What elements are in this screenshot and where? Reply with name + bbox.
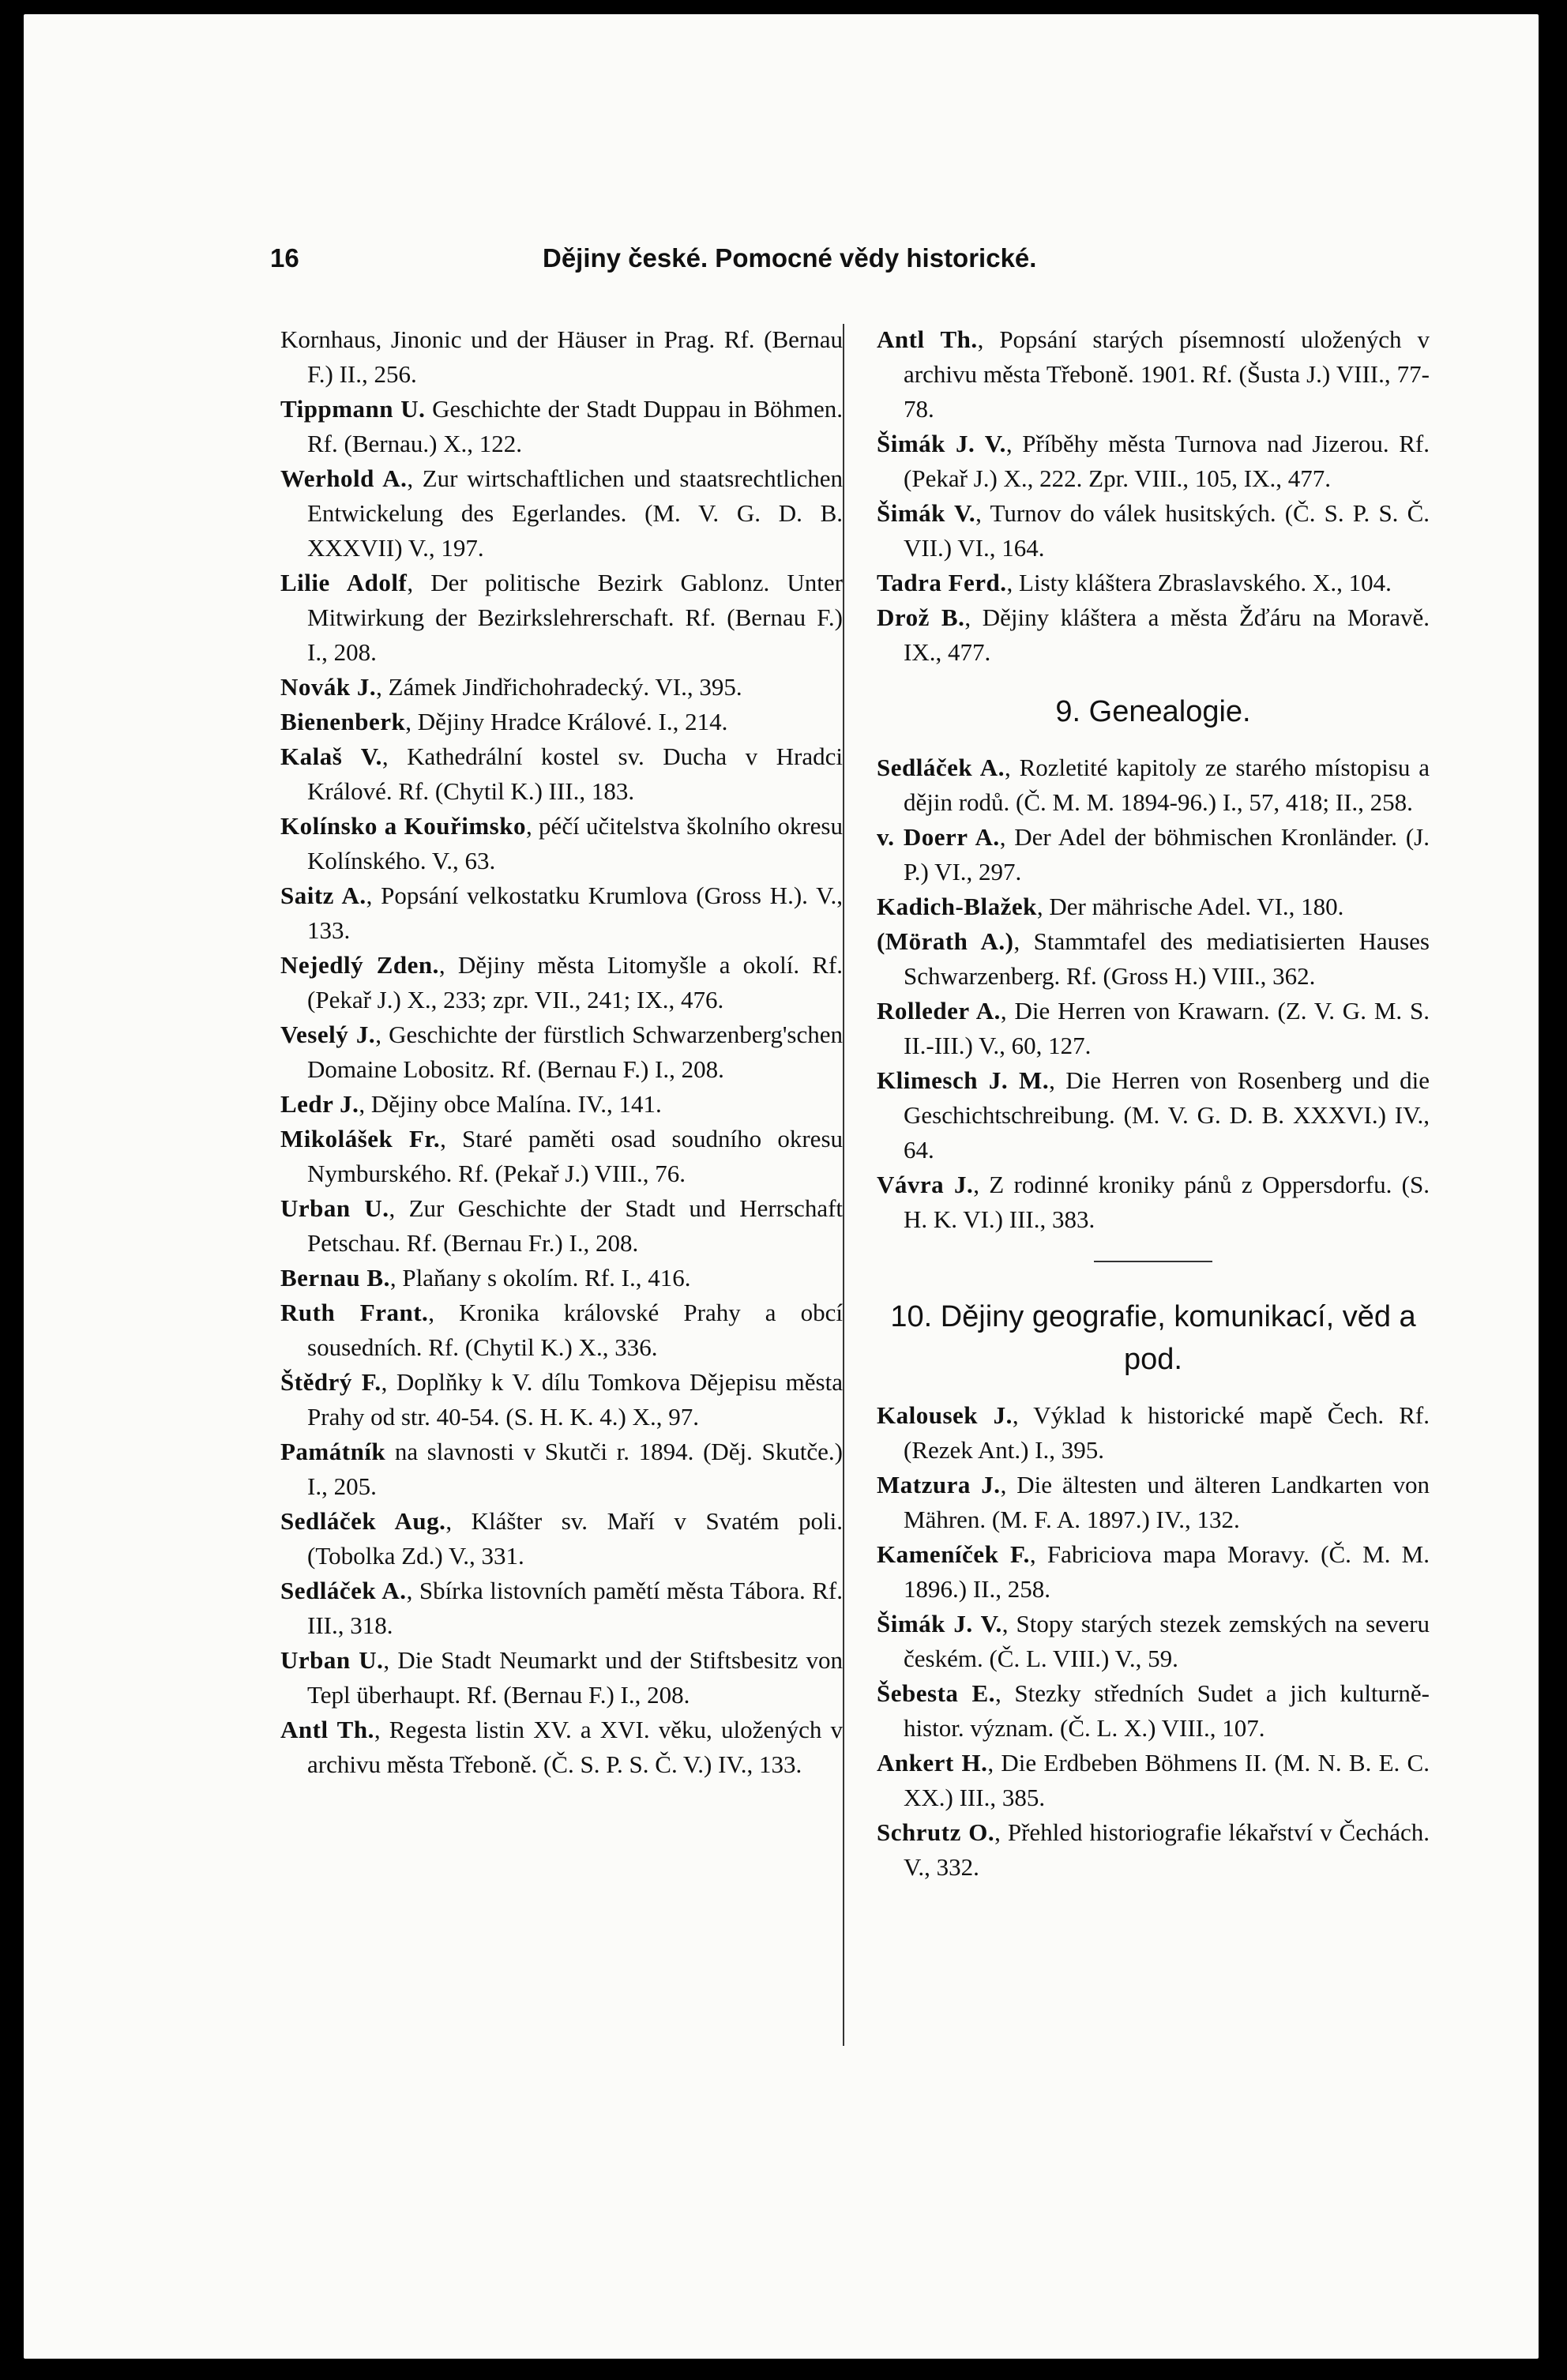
bibliography-entry <box>280 948 843 1017</box>
entry-author: Bernau B. <box>280 1264 390 1292</box>
entry-author: Štědrý F. <box>280 1368 381 1396</box>
entry-author: Tadra Ferd. <box>877 569 1007 596</box>
entry-author: Matzura J. <box>877 1471 1001 1498</box>
left-column <box>280 322 843 1782</box>
entry-author: Sedláček A. <box>877 754 1005 781</box>
bibliography-entry <box>877 750 1430 820</box>
bibliography-entry <box>280 1713 843 1782</box>
entry-author: Lilie Adolf <box>280 569 408 596</box>
entry-author: Kalousek J. <box>877 1401 1013 1429</box>
entry-text: , Přehled historiografie lékařství v Čechách. V., 332. <box>904 1818 1430 1881</box>
entry-text: , Fabriciova mapa Moravy. (Č. M. M. 1896.) II., 258. <box>904 1540 1430 1603</box>
entry-text: Geschichte der Stadt Duppau in Böhmen. Rf. (Bernau.) X., 122. <box>307 395 843 457</box>
entry-author: Kalaš V. <box>280 743 382 770</box>
entry-author: Sedláček Aug. <box>280 1507 446 1535</box>
bibliography-entry <box>280 878 843 948</box>
bibliography-entry <box>280 566 843 670</box>
bibliography-entry <box>877 1607 1430 1676</box>
entry-author: Nejedlý Zden. <box>280 951 439 979</box>
entry-text: , Dějiny obce Malína. IV., 141. <box>359 1090 662 1118</box>
entry-text: , Výklad k historické mapě Čech. Rf. (Rezek Ant.) I., 395. <box>904 1401 1430 1464</box>
entry-text: , Staré paměti osad soudního okresu Nymburského. Rf. (Pekař J.) VIII., 76. <box>307 1125 844 1187</box>
entry-author: Urban U. <box>280 1646 384 1674</box>
entry-text: , Kronika královské Prahy a obcí sousedních. Rf. (Chytil K.) X., 336. <box>307 1299 844 1361</box>
bibliography-entry <box>877 1063 1430 1167</box>
page-header <box>270 243 1171 291</box>
entry-text: , Plaňany s okolím. Rf. I., 416. <box>389 1264 691 1292</box>
entry-text: , Zur Geschichte der Stadt und Herrschaft Petschau. Rf. (Bernau Fr.) I., 208. <box>307 1194 844 1257</box>
entry-text: , Rozletité kapitoly ze starého místopisu a dějin rodů. (Č. M. M. 1894-96.) I., 57, 418; II., 258. <box>904 754 1430 816</box>
entry-text: , Popsání velkostatku Krumlova (Gross H.). V., 133. <box>307 882 843 944</box>
entry-author: Šebesta E. <box>877 1679 995 1707</box>
entry-text: , Zur wirtschaftlichen und staatsrechtlichen Entwickelung des Egerlandes. (M. V. G. D. B. XXXVII) V., 197. <box>307 464 843 562</box>
bibliography-entry <box>280 1434 843 1504</box>
right-column <box>877 322 1430 1885</box>
bibliography-entry <box>280 670 843 705</box>
entry-text: , Die Herren von Krawarn. (Z. V. G. M. S. II.-III.) V., 60, 127. <box>904 997 1430 1059</box>
bibliography-entry <box>280 1365 843 1434</box>
bibliography-entry <box>280 1643 843 1713</box>
bibliography-entry <box>877 1746 1430 1815</box>
bibliography-entry <box>280 705 843 739</box>
entry-text: , Die Herren von Rosenberg und die Geschichtschreibung. (M. V. G. D. B. XXXVI.) IV., 64. <box>904 1066 1430 1164</box>
bibliography-entry <box>280 809 843 878</box>
entry-text: , Stopy starých stezek zemských na severu českém. (Č. L. VIII.) V., 59. <box>904 1610 1430 1672</box>
entry-author: Antl Th. <box>280 1716 374 1743</box>
entry-text: , Der politische Bezirk Gablonz. Unter Mitwirkung der Bezirkslehrerschaft. Rf. (Bernau F.) I., 208. <box>307 569 843 666</box>
entry-author: Ankert H. <box>877 1749 988 1777</box>
entry-author: v. Doerr A. <box>877 823 1000 851</box>
entry-author: (Mörath A.) <box>877 927 1014 955</box>
bibliography-entry <box>877 889 1430 924</box>
bibliography-entry <box>280 392 843 461</box>
bibliography-entry <box>877 600 1430 670</box>
entry-author: Vávra J. <box>877 1171 974 1198</box>
section-title-genealogie: 9. Genealogie. <box>1055 695 1251 728</box>
bibliography-entry <box>280 1261 843 1295</box>
page-number: 16 <box>270 243 299 273</box>
entry-author: Schrutz O. <box>877 1818 995 1846</box>
entry-text: , Zámek Jindřichohradecký. VI., 395. <box>376 673 742 701</box>
entry-text: , Der Adel der böhmischen Kronländer. (J. P.) VI., 297. <box>904 823 1430 885</box>
entry-text: , Dějiny Hradce Králové. I., 214. <box>405 708 728 735</box>
book-page <box>24 14 1539 2359</box>
entry-author: Tippmann U. <box>280 395 426 423</box>
bibliography-entry <box>280 1087 843 1122</box>
entry-text: , Die Stadt Neumarkt und der Stiftsbesitz von Tepl überhaupt. Rf. (Bernau F.) I., 208. <box>307 1646 844 1709</box>
entry-author: Kolínsko a Kouřimsko <box>280 812 526 840</box>
entry-text: , Doplňky k V. dílu Tomkova Dějepisu města Prahy od str. 40-54. (S. H. K. 4.) X., 97. <box>307 1368 843 1431</box>
entry-text: , Listy kláštera Zbraslavského. X., 104. <box>1006 569 1392 596</box>
entry-text: , Turnov do válek husitských. (Č. S. P. S. Č. VII.) VI., 164. <box>904 499 1430 562</box>
bibliography-entry <box>280 461 843 566</box>
section-geografie-entries <box>877 1398 1430 1885</box>
column-divider <box>843 324 844 2046</box>
bibliography-entry <box>280 1574 843 1643</box>
entry-author: Antl Th. <box>877 325 978 353</box>
bibliography-entry <box>280 322 843 392</box>
entry-text: , Stezky středních Sudet a jich kulturně-histor. význam. (Č. L. X.) VIII., 107. <box>904 1679 1430 1742</box>
entry-text: , péčí učitelstva školního okresu Kolínského. V., 63. <box>307 812 843 874</box>
entry-author: Bienenberk <box>280 708 406 735</box>
bibliography-entry <box>877 1676 1430 1746</box>
bibliography-entry <box>877 924 1430 994</box>
entry-text: , Dějiny města Litomyšle a okolí. Rf. (Pekař J.) X., 233; zpr. VII., 241; IX., 476. <box>307 951 843 1013</box>
entry-author: Drož B. <box>877 603 965 631</box>
entry-author: Kadich-Blažek <box>877 893 1037 920</box>
entry-text: , Sbírka listovních pamětí města Tábora. Rf. III., 318. <box>307 1577 843 1639</box>
entry-author: Šimák V. <box>877 499 976 527</box>
bibliography-entry <box>877 994 1430 1063</box>
entry-author: Klimesch J. M. <box>877 1066 1050 1094</box>
entry-text: , Kathedrální kostel sv. Ducha v Hradci Králové. Rf. (Chytil K.) III., 183. <box>307 743 843 805</box>
entry-text: na slavnosti v Skutči r. 1894. (Děj. Skutče.) I., 205. <box>307 1438 843 1500</box>
bibliography-entry <box>877 427 1430 496</box>
bibliography-entry <box>280 1191 843 1261</box>
section-title-geografie: 10. Dějiny geografie, komunikací, věd a pod. <box>890 1300 1416 1376</box>
entry-text: , Die ältesten und älteren Landkarten von Mähren. (M. F. A. 1897.) IV., 132. <box>904 1471 1430 1533</box>
entry-text: , Z rodinné kroniky pánů z Oppersdorfu. (S. H. K. VI.) III., 383. <box>904 1171 1430 1233</box>
entry-author: Werhold A. <box>280 464 408 492</box>
bibliography-entry <box>877 1815 1430 1885</box>
entry-author: Novák J. <box>280 673 377 701</box>
entry-author: Kameníček F. <box>877 1540 1030 1568</box>
entry-text: , Der mährische Adel. VI., 180. <box>1036 893 1344 920</box>
entry-text: , Stammtafel des mediatisierten Hauses Schwarzenberg. Rf. (Gross H.) VIII., 362. <box>904 927 1430 990</box>
entry-author: Ledr J. <box>280 1090 359 1118</box>
bibliography-entry <box>877 496 1430 566</box>
entry-author: Veselý J. <box>280 1021 376 1048</box>
bibliography-entry <box>877 566 1430 600</box>
bibliography-entry <box>877 820 1430 889</box>
bibliography-entry <box>877 1537 1430 1607</box>
entry-text: , Dějiny kláštera a města Žďáru na Moravě. IX., 477. <box>904 603 1430 666</box>
entry-author: Šimák J. V. <box>877 430 1006 457</box>
running-title: Dějiny české. Pomocné vědy historické. <box>543 243 1037 273</box>
entry-text: Kornhaus, Jinonic und der Häuser in Prag. Rf. (Bernau F.) II., 256. <box>280 325 843 388</box>
bibliography-entry <box>877 1398 1430 1468</box>
entry-author: Památník <box>280 1438 386 1465</box>
entry-author: Urban U. <box>280 1194 389 1222</box>
entry-text: , Die Erdbeben Böhmens II. (M. N. B. E. C. XX.) III., 385. <box>904 1749 1430 1811</box>
bibliography-entry <box>280 739 843 809</box>
entry-text: , Regesta listin XV. a XVI. věku, uložených v archivu města Třeboně. (Č. S. P. S. Č. V.) IV., 133. <box>307 1716 843 1778</box>
entry-author: Saitz A. <box>280 882 366 909</box>
entry-text: , Geschichte der fürstlich Schwarzenberg'schen Domaine Lobositz. Rf. (Bernau F.) I., 208. <box>307 1021 843 1083</box>
bibliography-entry <box>877 1468 1430 1537</box>
right-top-entries <box>877 322 1430 670</box>
entry-author: Rolleder A. <box>877 997 1001 1025</box>
bibliography-entry <box>280 1122 843 1191</box>
bibliography-entry <box>280 1504 843 1574</box>
entry-author: Mikolášek Fr. <box>280 1125 441 1152</box>
bibliography-entry <box>877 322 1430 427</box>
bibliography-entry <box>877 1167 1430 1237</box>
section-separator <box>1094 1261 1212 1262</box>
entry-author: Šimák J. V. <box>877 1610 1002 1637</box>
entry-text: , Popsání starých písemností uložených v archivu města Třeboně. 1901. Rf. (Šusta J.) VIII., 77-78. <box>904 325 1430 423</box>
bibliography-entry <box>280 1295 843 1365</box>
entry-text: , Klášter sv. Maří v Svatém poli. (Tobolka Zd.) V., 331. <box>307 1507 843 1570</box>
entry-author: Ruth Frant. <box>280 1299 429 1326</box>
entry-author: Sedláček A. <box>280 1577 407 1604</box>
section-genealogie-entries <box>877 750 1430 1237</box>
entry-text: , Příběhy města Turnova nad Jizerou. Rf. (Pekař J.) X., 222. Zpr. VIII., 105, IX., 477. <box>904 430 1430 492</box>
bibliography-entry <box>280 1017 843 1087</box>
